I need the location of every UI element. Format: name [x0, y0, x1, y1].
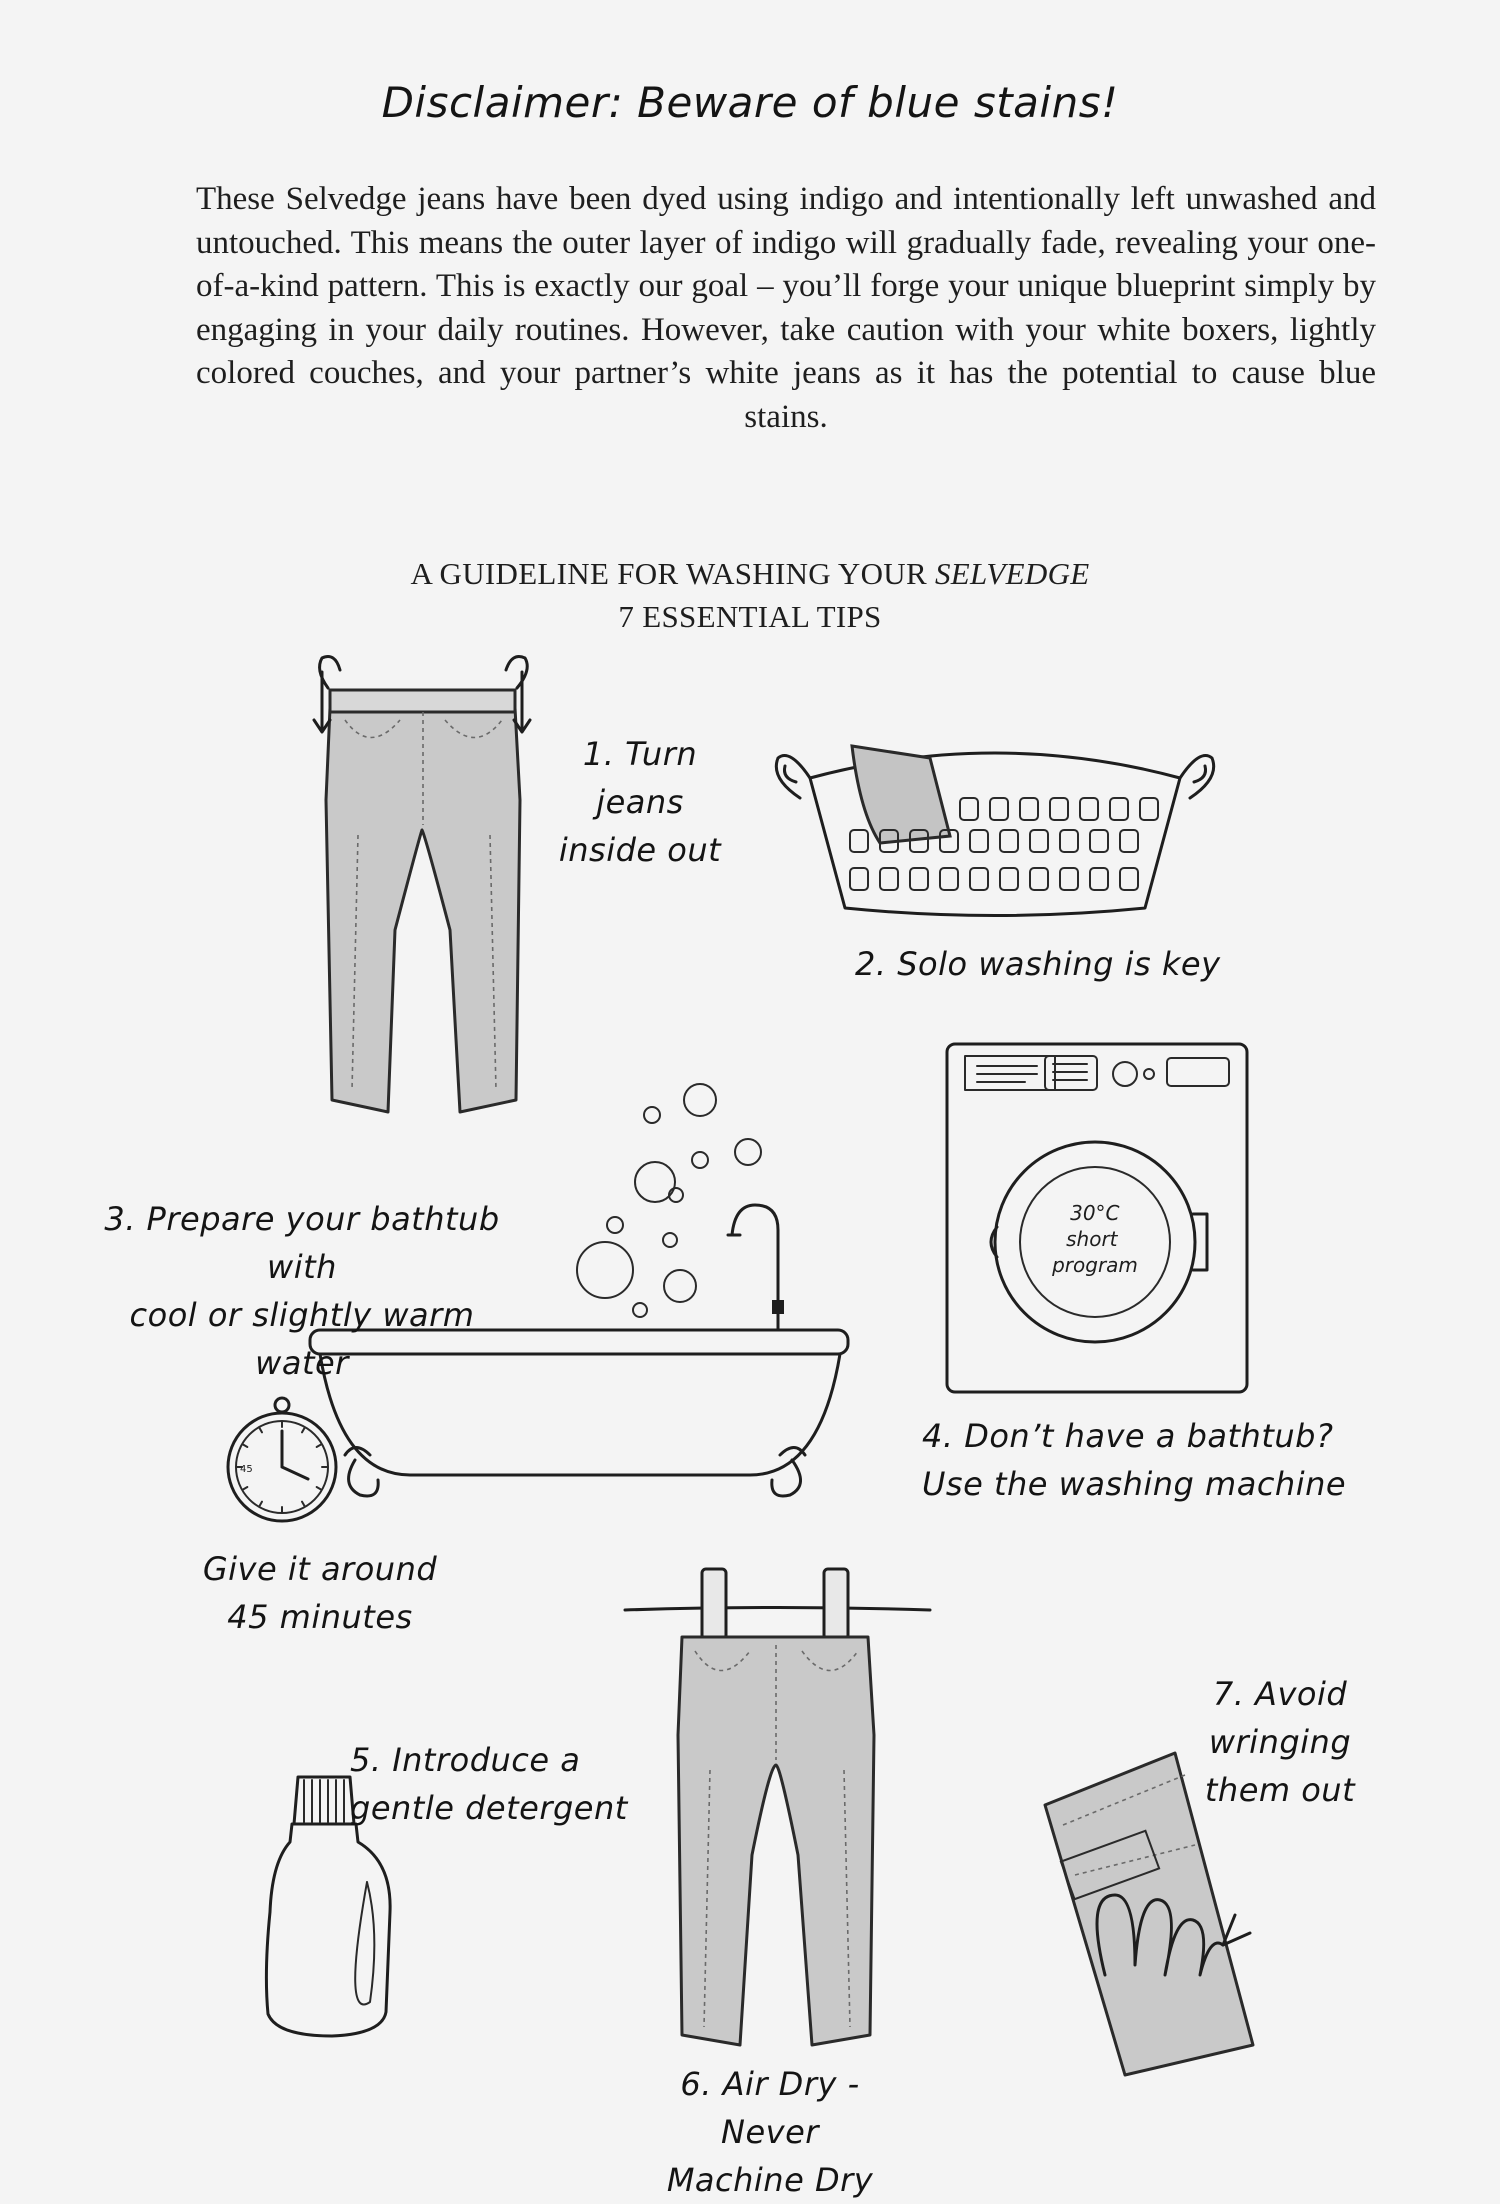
svg-text:30°C short program [1051, 1201, 1138, 1277]
guide-subtitle: 7 ESSENTIAL TIPS [618, 599, 882, 634]
basket-hole [990, 798, 1008, 820]
timer-note-line2: 45 minutes [227, 1598, 413, 1636]
clock-tick [317, 1487, 321, 1490]
basket-hole [1060, 830, 1078, 852]
basket-hole [970, 830, 988, 852]
tip7-line1: 7. Avoid wringing [1208, 1675, 1352, 1761]
basket-hole [1000, 830, 1018, 852]
basket-hole [1090, 830, 1108, 852]
basket-hole [1030, 830, 1048, 852]
basket-hole [1120, 830, 1138, 852]
jeans-inside-out-icon [310, 660, 540, 1120]
basket-hole [960, 798, 978, 820]
basket-hole [850, 868, 868, 890]
disclaimer-title: Disclaimer: Beware of blue stains! [381, 78, 1119, 127]
clock-tick [243, 1445, 247, 1448]
tip1-label [540, 730, 740, 874]
tip3-line2: cool or slightly warm water [129, 1296, 475, 1382]
basket-hole [970, 868, 988, 890]
basket-hole [1020, 798, 1038, 820]
timer-note [200, 1545, 440, 1641]
tip4-line2: Use the washing machine [922, 1465, 1347, 1503]
tip5-label [350, 1736, 628, 1832]
wm-short: short [1066, 1227, 1118, 1251]
clock-tick [260, 1502, 263, 1506]
basket-hole [1000, 868, 1018, 890]
tip1-line1: 1. Turn jeans [582, 735, 698, 821]
guide-title-emphasis: SELVEDGE [934, 556, 1090, 591]
guide-title-prefix: A GUIDELINE FOR WASHING YOUR [410, 556, 935, 591]
tip4-label [922, 1412, 1346, 1508]
basket-hole [850, 830, 868, 852]
stopwatch-icon [226, 1395, 346, 1525]
disclaimer-body: These Selvedge jeans have been dyed using indigo and intentionally left unwashed and untouched. This means the outer layer of indigo will gradually fade, revealing your one-of-a-kind pattern. This is exactly our goal – you’ll forge your unique blueprint simply by engaging in your daily routines. However, take caution with your white boxers, lightly colored couches, and your partner’s white jeans as it has the potential to cause blue stains. [196, 181, 1376, 435]
tip5-line2: gentle detergent [350, 1789, 628, 1827]
washing-machine-icon [945, 1042, 1251, 1396]
tip7-line2: them out [1204, 1771, 1356, 1809]
basket-hole [880, 868, 898, 890]
basket-hole [1030, 868, 1048, 890]
tip3-label [92, 1195, 512, 1387]
tip6-line2: Machine Dry [666, 2161, 874, 2199]
timer-note-line1: Give it around [202, 1550, 438, 1588]
stopwatch-mark: 45 [240, 1464, 253, 1475]
tip6-label [640, 2060, 900, 2204]
clock-tick [243, 1487, 247, 1490]
basket-hole [940, 868, 958, 890]
tip7-label [1140, 1670, 1420, 1814]
wm-program: program [1052, 1253, 1138, 1277]
basket-hole [910, 868, 928, 890]
tip1-line2: inside out [558, 831, 722, 869]
basket-hole [1090, 868, 1108, 890]
clock-tick [317, 1445, 321, 1448]
clock-tick [302, 1502, 305, 1506]
tip3-line1: 3. Prepare your bathtub with [104, 1200, 500, 1286]
basket-hole [1050, 798, 1068, 820]
basket-hole [1120, 868, 1138, 890]
clock-tick [302, 1428, 305, 1432]
wm-temp: 30°C [1070, 1201, 1120, 1225]
basket-hole [1080, 798, 1098, 820]
basket-hole [1110, 798, 1128, 820]
basket-hole [1140, 798, 1158, 820]
tip6-line1: 6. Air Dry - Never [680, 2065, 860, 2151]
tip4-line1: 4. Don’t have a bathtub? [922, 1417, 1334, 1455]
basket-hole [1060, 868, 1078, 890]
laundry-basket-icon [770, 718, 1220, 928]
tip5-line1: 5. Introduce a [350, 1741, 581, 1779]
tip2-label: 2. Solo washing is key [855, 945, 1221, 983]
guide-title [0, 552, 1500, 638]
hanging-jeans-icon [620, 1565, 940, 2060]
clock-tick [260, 1428, 263, 1432]
